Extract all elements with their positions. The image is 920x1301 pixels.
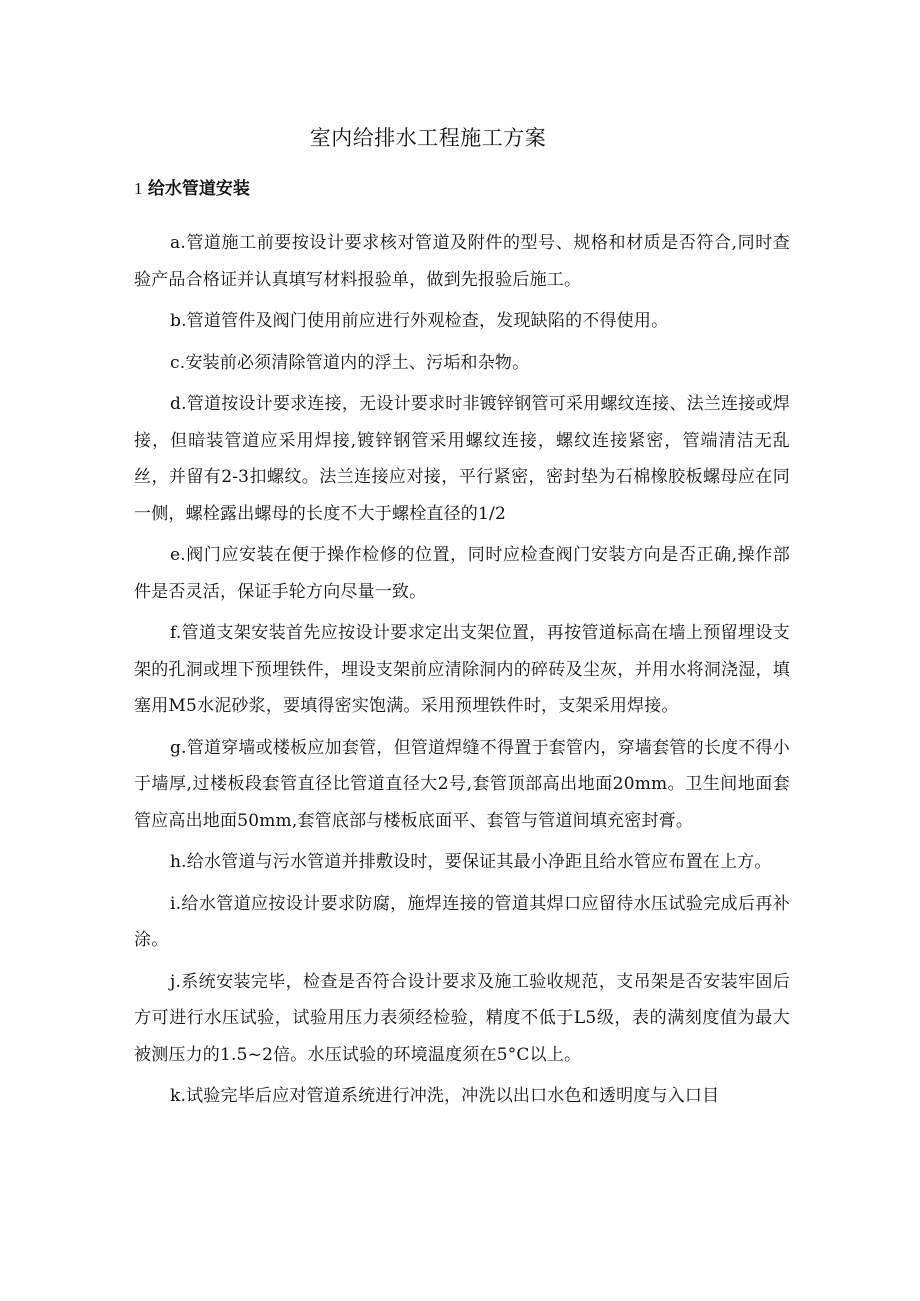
- paragraph-e: e.阀门应安装在便于操作检修的位置，同时应检查阀门安装方向是否正确,操作部件是否灵活，保证手轮方向尽量一致。: [134, 545, 790, 602]
- paragraph-g: g.管道穿墙或楼板应加套管，但管道焊缝不得置于套管内，穿墙套管的长度不得小于墙厚,过楼板段套管直径比管道直径大2号,套管顶部高出地面20mm。卫生间地面套管应高出地面50mm,套管底部与楼板底面平、套管与管道间填充密封膏。: [134, 737, 790, 831]
- paragraph-i: i.给水管道应按设计要求防腐，施焊连接的管道其焊口应留待水压试验完成后再补涂。: [134, 893, 790, 950]
- paragraph-j: j.系统安装完毕，检查是否符合设计要求及施工验收规范，支吊架是否安装牢固后方可进行水压试验，试验用压力表须经检验，精度不低于L5级，表的满刻度值为最大被测压力的1.5~2倍。水压试验的环境温度须在5°C以上。: [134, 971, 790, 1065]
- document-title: 室内给排水工程施工方案: [309, 126, 547, 150]
- section-number: 1: [134, 179, 143, 198]
- paragraph-f: f.管道支架安装首先应按设计要求定出支架位置，再按管道标高在墙上预留埋设支架的孔洞或埋下预埋铁件，埋设支架前应清除洞内的碎砖及尘灰，并用水将洞浇湿，填塞用M5水泥砂浆，要填得密实饱满。采用预埋铁件时，支架采用焊接。: [134, 623, 790, 716]
- paragraph-c: c.安装前必须清除管道内的浮土、污垢和杂物。: [170, 352, 530, 373]
- paragraph-k: k.试验完毕后应对管道系统进行冲洗，冲洗以出口水色和透明度与入口目: [170, 1086, 720, 1106]
- paragraph-a: a.管道施工前要按设计要求核对管道及附件的型号、规格和材质是否符合,同时查验产品合格证并认真填写材料报验单，做到先报验后施工。: [134, 233, 790, 290]
- section-body: [134, 225, 790, 1120]
- paragraph-d: d.管道按设计要求连接，无设计要求时非镀锌钢管可采用螺纹连接、法兰连接或焊接，但暗装管道应采用焊接,镀锌钢管采用螺纹连接，螺纹连接紧密，管端清洁无乱丝，并留有2-3扣螺纹。法兰连接应对接，平行紧密，密封垫为石棉橡胶板螺母应在同一侧，螺栓露出螺母的长度不大于螺栓直径的1/2: [134, 394, 790, 524]
- section-heading: [134, 174, 250, 199]
- section-title: 给水管道安装: [147, 179, 250, 199]
- paragraph-b: b.管道管件及阀门使用前应进行外观检查，发现缺陷的不得使用。: [170, 311, 669, 331]
- paragraph-h: h.给水管道与污水管道并排敷设时，要保证其最小净距且给水管应布置在上方。: [170, 852, 772, 872]
